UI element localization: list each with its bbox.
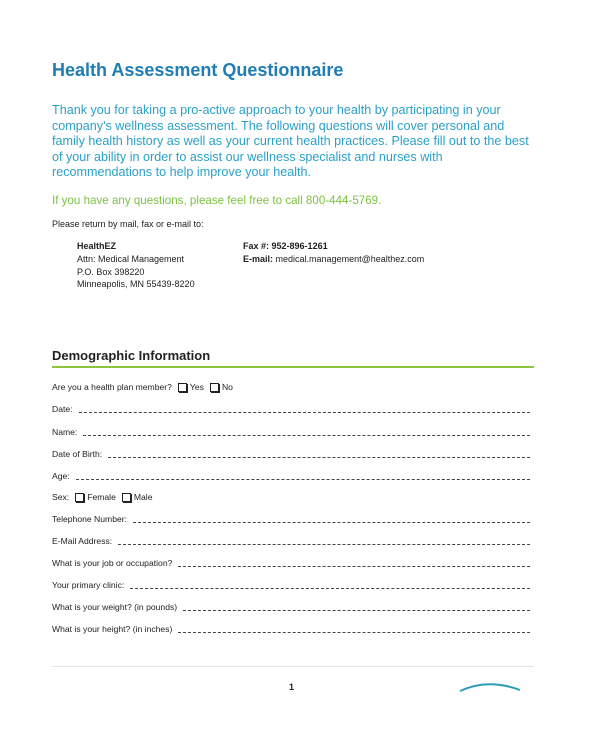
intro-paragraph: Thank you for taking a pro-active approach to your health by participating in your company's wellness assessment. The following questions will cover personal and family health history as well as your current health practices. Please fill out to the best of your ability in order to assist our wellness specialist and nurses with recommendations to help improve your health. bbox=[52, 103, 529, 180]
field-label: What is your job or occupation? bbox=[52, 558, 173, 568]
name-field bbox=[52, 425, 530, 437]
field-label: Date of Birth: bbox=[52, 449, 103, 459]
sex-label: Sex: bbox=[52, 492, 70, 502]
contact-info bbox=[243, 240, 424, 266]
member-question bbox=[52, 380, 530, 392]
height-field bbox=[52, 622, 530, 634]
weight-field bbox=[52, 600, 530, 612]
field-label: Telephone Number: bbox=[52, 514, 128, 524]
telephone-input[interactable] bbox=[133, 522, 530, 523]
age-input[interactable] bbox=[76, 479, 530, 480]
date-field bbox=[52, 402, 530, 414]
male-checkbox[interactable] bbox=[122, 493, 131, 502]
field-label: Date: bbox=[52, 404, 73, 414]
dob-field bbox=[52, 447, 530, 459]
sex-question bbox=[52, 490, 530, 502]
yes-checkbox[interactable] bbox=[178, 383, 187, 392]
field-label: What is your height? (in inches) bbox=[52, 624, 173, 634]
name-input[interactable] bbox=[83, 435, 530, 436]
female-label: Female bbox=[87, 492, 116, 502]
height-input[interactable] bbox=[178, 632, 530, 633]
field-label: Your primary clinic: bbox=[52, 580, 125, 590]
contact-phone-note: If you have any questions, please feel free to call 800-444-5769. bbox=[52, 194, 382, 207]
swoosh-logo-icon bbox=[458, 680, 522, 694]
clinic-field bbox=[52, 578, 530, 590]
telephone-field bbox=[52, 512, 530, 524]
age-field bbox=[52, 469, 530, 481]
member-label: Are you a health plan member? bbox=[52, 382, 172, 392]
no-checkbox[interactable] bbox=[210, 383, 219, 392]
yes-label: Yes bbox=[189, 382, 204, 392]
page-title: Health Assessment Questionnaire bbox=[52, 60, 344, 80]
dob-input[interactable] bbox=[108, 457, 530, 458]
address-attn: Attn: Medical Management bbox=[77, 253, 185, 264]
female-checkbox[interactable] bbox=[75, 493, 84, 502]
section-divider bbox=[52, 366, 534, 368]
mailing-address bbox=[77, 240, 195, 291]
field-label: Name: bbox=[52, 427, 78, 437]
clinic-input[interactable] bbox=[130, 588, 530, 589]
return-instructions: Please return by mail, fax or e-mail to: bbox=[52, 219, 204, 229]
company-name: HealthEZ bbox=[77, 241, 117, 251]
email-field bbox=[52, 534, 530, 546]
email-address[interactable]: medical.management@healthez.com bbox=[275, 253, 425, 264]
fax-number: 952-896-1261 bbox=[271, 241, 328, 251]
weight-input[interactable] bbox=[183, 610, 530, 611]
field-label: E-Mail Address: bbox=[52, 536, 113, 546]
fax-label: Fax #: bbox=[243, 241, 270, 251]
footer-divider bbox=[52, 666, 534, 667]
email-label: E-mail: bbox=[243, 253, 274, 264]
field-label: Age: bbox=[52, 471, 70, 481]
email-input[interactable] bbox=[118, 544, 530, 545]
page-number: 1 bbox=[289, 682, 295, 692]
male-label: Male bbox=[133, 492, 153, 502]
occupation-field bbox=[52, 556, 530, 568]
date-input[interactable] bbox=[79, 412, 530, 413]
field-label: What is your weight? (in pounds) bbox=[52, 602, 178, 612]
section-title: Demographic Information bbox=[52, 348, 211, 363]
occupation-input[interactable] bbox=[178, 566, 530, 567]
address-city: Minneapolis, MN 55439-8220 bbox=[77, 279, 195, 290]
no-label: No bbox=[221, 382, 233, 392]
address-box: P.O. Box 398220 bbox=[77, 266, 145, 277]
